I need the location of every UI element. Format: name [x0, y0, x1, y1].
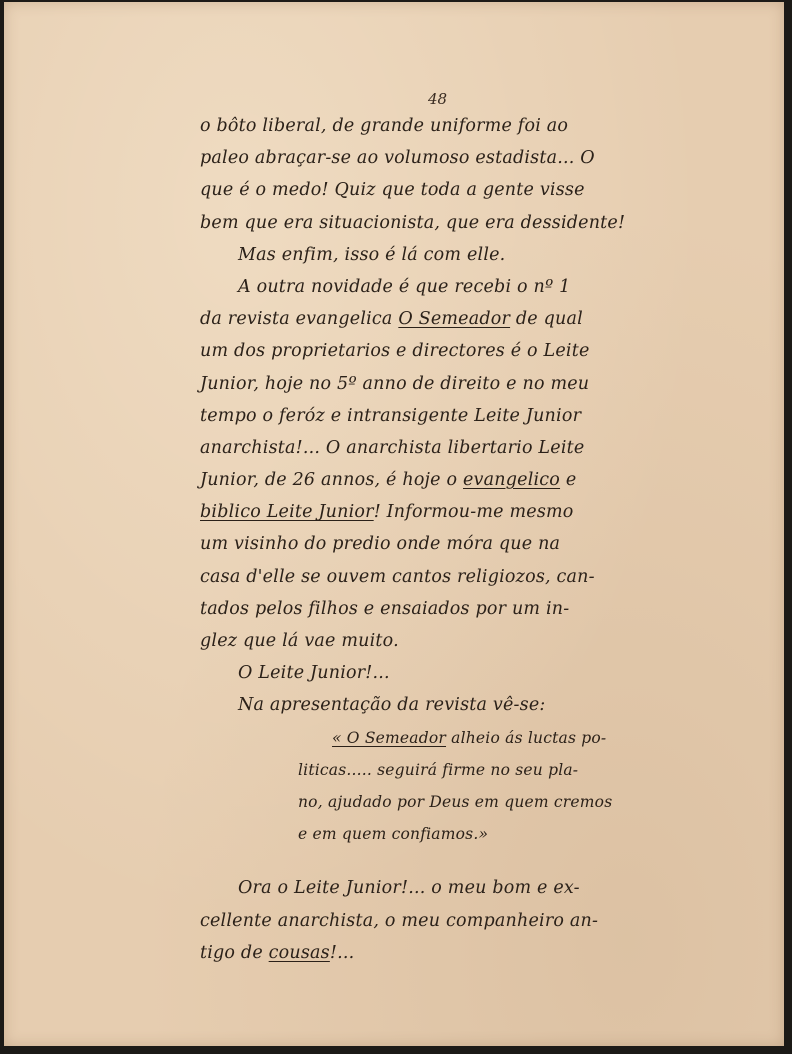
text-line: tempo o feróz e intransigente Leite Junior [200, 405, 582, 426]
quote-line [200, 722, 680, 754]
text-line: um visinho do predio onde móra que na [200, 534, 561, 555]
text-line: Na apresentação da revista vê-se: [238, 695, 546, 716]
text-line [200, 464, 680, 496]
text-line: o bôto liberal, de grande uniforme foi ao [200, 116, 569, 136]
page-number: 48 [428, 90, 448, 108]
text-segment: tigo de [200, 942, 263, 963]
text-line: bem que era situacionista, que era dessidente! [200, 212, 626, 233]
text-line: anarchista!... O anarchista libertario Leite [200, 437, 585, 458]
quote-line: liticas..... seguirá firme no seu pla- [298, 760, 579, 779]
underlined-title: « O Semeador [332, 728, 447, 747]
text-line [200, 496, 680, 528]
text-segment: ! Informou-me mesmo [373, 502, 574, 523]
text-line [200, 937, 680, 969]
text-line: O Leite Junior!... [238, 663, 390, 684]
text-segment: da revista evangelica [200, 309, 393, 330]
text-line: Mas enfim, isso é lá com elle. [238, 244, 506, 265]
quotation-block [200, 722, 680, 851]
text-line: tados pelos filhos e ensaiados por um in- [200, 598, 570, 619]
underlined-title: O Semeador [398, 309, 511, 330]
text-line: um dos proprietarios e directores é o Leite [200, 341, 590, 362]
text-line: A outra novidade é que recebi o nº 1 [238, 276, 571, 297]
text-line: glez que lá vae muito. [200, 631, 399, 651]
text-line: que é o medo! Quiz que toda a gente visse [200, 180, 585, 201]
text-line: cellente anarchista, o meu companheiro an- [200, 910, 599, 931]
text-line [200, 303, 680, 335]
underlined-word: evangelico [463, 470, 561, 491]
text-segment: Junior, de 26 annos, é hoje o [200, 470, 458, 491]
text-line: Ora o Leite Junior!... o meu bom e ex- [238, 878, 580, 899]
text-line: Junior, hoje no 5º anno de direito e no meu [200, 373, 590, 394]
quote-line: no, ajudado por Deus em quem cremos [298, 792, 613, 811]
quote-line: e em quem confiamos.» [298, 825, 489, 844]
text-segment: de qual [515, 309, 583, 330]
underlined-word: cousas [268, 942, 330, 963]
text-segment: alheio ás luctas po- [451, 728, 607, 747]
text-line: casa d'elle se ouvem cantos religiozos, can- [200, 566, 595, 587]
text-line: paleo abraçar-se ao volumoso estadista... O [200, 148, 595, 169]
underlined-phrase: biblico Leite Junior [200, 502, 374, 523]
handwritten-text [200, 110, 680, 969]
text-segment: !... [329, 942, 355, 963]
manuscript-page [4, 2, 784, 1046]
text-segment: e [565, 470, 577, 491]
